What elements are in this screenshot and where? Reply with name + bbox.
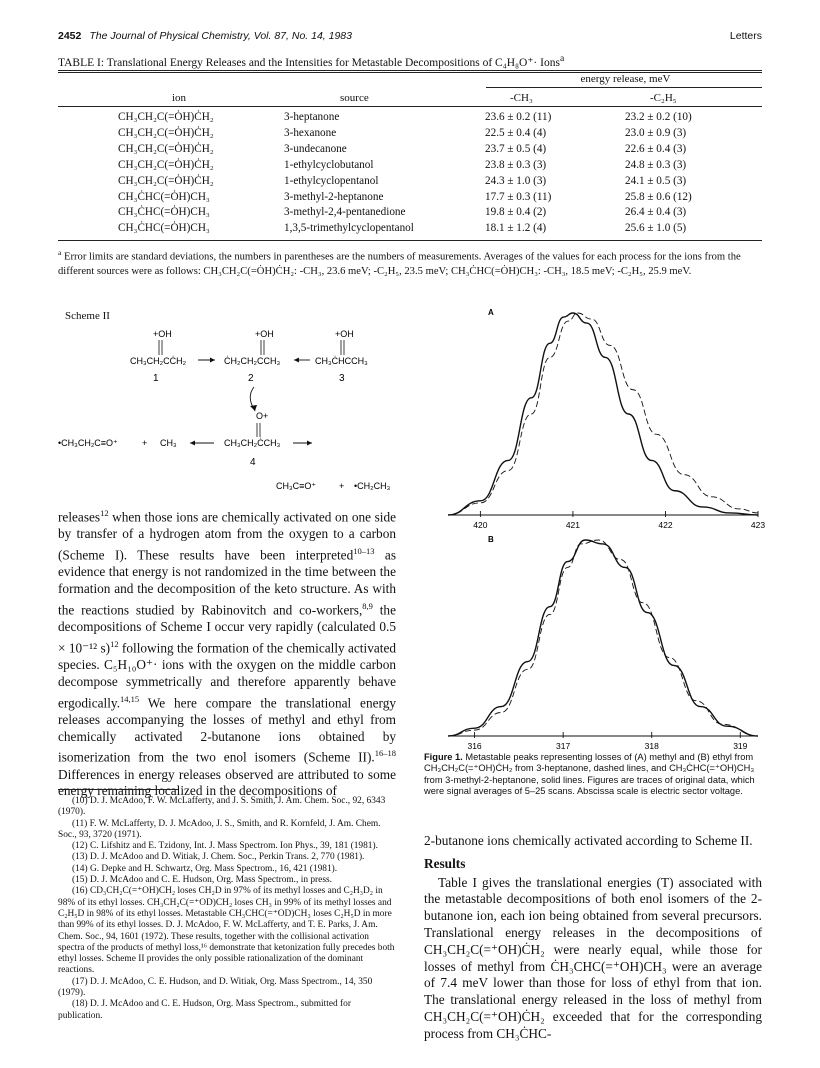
- col-header-ion: ion: [172, 92, 187, 104]
- citation: 10–13: [353, 546, 375, 557]
- table-cell-c2h5: 25.8 ± 0.6 (12): [625, 190, 692, 203]
- table-cell-ion: CH₃CH₂C(=ȮH)ĊH₂: [118, 111, 214, 123]
- series-line-solid: [448, 313, 758, 515]
- product-2: CH₃: [160, 438, 177, 448]
- text-run: releases: [58, 509, 101, 525]
- citation: 16–18: [374, 748, 396, 759]
- table-cell-source: 1,3,5-trimethylcyclopentanol: [284, 222, 414, 235]
- table-row: [58, 175, 762, 191]
- table-cell-ion: CH₃CH₂C(=ȮH)ĊH₂: [118, 126, 214, 139]
- table-row: [58, 143, 762, 159]
- table-cell-c2h5: 23.2 ± 0.2 (10): [625, 111, 692, 123]
- references-rule: [58, 789, 178, 790]
- x-tick-label: 422: [658, 520, 673, 530]
- table-cell-ion: CH₃CH₂C(=ȮH)ĊH₂: [118, 158, 214, 171]
- panel-b: [448, 535, 758, 751]
- arrow-3-head: [190, 441, 195, 446]
- table-cell-ion: CH₃ĊHC(=ȮH)CH₃: [118, 206, 210, 219]
- product-3: CH₃C≡O⁺: [276, 481, 317, 491]
- text-run: the decompositions of Scheme I occur very rapidly (calculated 0.5 × 10⁻¹² s): [58, 602, 396, 656]
- table-row: [58, 206, 762, 222]
- table-caption: [58, 53, 762, 69]
- table-cell-ch3: 23.6 ± 0.2 (11): [485, 111, 552, 123]
- reference-item: (18) D. J. McAdoo and C. E. Hudson, Org. Mass Spectrom., submitted for publication.: [58, 999, 351, 1021]
- series-line-dashed: [448, 540, 758, 736]
- molecule-4: CH₃CH₂ĊCH₃: [224, 438, 281, 448]
- o-plus-label: O+: [256, 411, 269, 421]
- table-cell-ion: CH₃ĊHC(=ȮH)CH₃: [118, 222, 210, 235]
- table-header-rule: [58, 106, 762, 107]
- table-cell-source: 3-methyl-2,4-pentanedione: [284, 206, 406, 219]
- molecule-2: ĊH₂CH₂CCH₃: [224, 356, 281, 366]
- reference-item: (12) C. Lifshitz and E. Tzidony, Int. J. Mass Spectrom. Ion Phys., 39, 181 (1981).: [72, 841, 378, 852]
- reference-item: (14) G. Depke and H. Schwartz, Org. Mass Spectrom., 16, 421 (1981).: [72, 863, 338, 874]
- scheme-bottom-row: [58, 411, 391, 491]
- panel-label: A: [488, 308, 494, 317]
- citation: 12: [110, 638, 119, 649]
- table-cell-ch3: 22.5 ± 0.4 (4): [485, 126, 547, 139]
- col-header-c2h5: -C₂H₅: [650, 92, 677, 104]
- arrow-2-head: [294, 358, 299, 363]
- text-run: as evidence that energy is not randomized in the time between the formation and the decomposition of the keto structure. As with the reactions studied by Rabinovitch and co-workers,: [58, 547, 396, 618]
- reference-item: (15) D. J. McAdoo and C. E. Hudson, Org. Mass Spectrom., in press.: [72, 875, 332, 886]
- table-cell-c2h5: 25.6 ± 1.0 (5): [625, 222, 687, 235]
- table-cell-source: 3-heptanone: [284, 111, 340, 123]
- citation: 12: [100, 508, 109, 518]
- figure-1: [440, 300, 766, 751]
- table-cell-ion: CH₃CH₂C(=ȮH)ĊH₂: [118, 142, 214, 155]
- table-row: [58, 222, 762, 238]
- molecule-1: CH₃CH₂CĊH₂: [130, 356, 187, 366]
- scheme-ii-diagram: [58, 325, 418, 503]
- scheme-title: Scheme II: [65, 310, 110, 322]
- table-cell-c2h5: 23.0 ± 0.9 (3): [625, 126, 687, 139]
- table-cell-source: 1-ethylcyclopentanol: [284, 174, 379, 187]
- table-cell-c2h5: 24.1 ± 0.5 (3): [625, 174, 687, 187]
- table-cell-ch3: 18.1 ± 1.2 (4): [485, 222, 547, 235]
- x-tick-label: 318: [644, 741, 659, 751]
- text-run: when those ions are chemically activated on one side by transfer of a hydrogen atom from the oxygen to a carbon (Scheme I). These results have been interpreted: [58, 509, 396, 563]
- table-row: [58, 127, 762, 143]
- references: [58, 796, 396, 1022]
- energy-group-header: energy release, meV: [580, 73, 671, 85]
- text-run: We here compare the translational energy releases accompanying the losses of methyl and ethyl from chemically activated 2-butanone ions obtained by isomerization from the two enol isomers (Scheme II).: [58, 695, 396, 765]
- reference-item: (10) D. J. McAdoo, F. W. McLafferty, and J. S. Smith, J. Am. Chem. Soc., 92, 6343 (1970).: [58, 796, 386, 818]
- x-tick-label: 423: [750, 520, 766, 530]
- text-run: Differences in energy releases observed are attributed to some energy remaining localized in the decompositions of: [58, 766, 396, 799]
- left-body-text: [58, 505, 396, 800]
- intro-paragraph: 2-butanone ions chemically activated according to Scheme II.: [424, 833, 753, 848]
- x-tick-label: 316: [467, 741, 482, 751]
- table-row: [58, 111, 762, 127]
- x-tick-label: 420: [473, 520, 488, 530]
- footnote-text: Error limits are standard deviations, the numbers in parentheses are the numbers of measurements. Averages of the values for each process for the ions from the different sources were as follows: CH₃CH₂C(=ȮH)ĊH₂: -CH₃, 23.6 meV; -C₂H₅, 23.5 meV; CH₃ĊHC(=ȮH)CH₃: -CH₃, 18.5 meV; -C₂H₅, 25.9 meV.: [58, 251, 741, 277]
- compound-label-1: 1: [153, 373, 159, 384]
- arrow-4-head: [307, 441, 312, 446]
- series-line-solid: [448, 540, 758, 736]
- table-cell-c2h5: 24.8 ± 0.3 (3): [625, 158, 687, 171]
- table-cell-source: 3-hexanone: [284, 126, 337, 139]
- scheme-top-row: [130, 329, 368, 384]
- table-row: [58, 191, 762, 207]
- x-tick-label: 421: [565, 520, 581, 530]
- journal-title: The Journal of Physical Chemistry, Vol. 87, No. 14, 1983: [89, 30, 352, 42]
- oh-label-1: +OH: [153, 329, 172, 339]
- panel-label: B: [488, 535, 494, 544]
- figure-label: Figure 1.: [424, 752, 463, 762]
- series-line-dashed: [448, 313, 758, 515]
- header-left: [58, 30, 352, 42]
- citation: 8,9: [362, 600, 373, 611]
- table-cell-ch3: 23.8 ± 0.3 (3): [485, 158, 547, 171]
- compound-label-3: 3: [339, 373, 345, 384]
- product-1: •CH₃CH₂C≡O⁺: [58, 438, 118, 448]
- col-header-ch3: -CH₃: [510, 92, 533, 104]
- table-footnote: [58, 246, 762, 279]
- table-cell-ch3: 24.3 ± 1.0 (3): [485, 174, 547, 187]
- molecule-3: CH₃ĊHCCH₃: [315, 356, 368, 366]
- right-body-text: [424, 833, 762, 1043]
- figure-caption: [424, 752, 762, 797]
- table-cell-ion: CH₃CH₂C(=ȮH)ĊH₂: [118, 174, 214, 187]
- section-name: Letters: [729, 30, 762, 42]
- running-header: [58, 30, 762, 46]
- table-cell-source: 3-undecanone: [284, 142, 347, 155]
- group-header-rule: [486, 87, 762, 88]
- panel-a: [448, 308, 765, 530]
- table-row: [58, 159, 762, 175]
- reference-item: (11) F. W. McLafferty, D. J. McAdoo, J. S., Smith, and R. Kornfeld, J. Am. Chem. Soc., 93, 3720 (1971).: [58, 818, 381, 840]
- compound-label-4: 4: [250, 457, 256, 468]
- col-header-source: source: [340, 92, 369, 104]
- results-paragraph: Table I gives the translational energies (T) associated with the metastable decompositions of both enol isomers of the 2-butanone ion, each ion being obtained from several precursors. Translational energy releases in the decompositions of CH₃CH₂C(=⁺OH)ĊH₂ were nearly equal, while those for losses of methyl from ĊH₃CHC(=⁺OH)CH₃ were an average of 7.4 meV lower than those for loss of ethyl from that ion. The translational energy released in the loss of methyl from CH₃CH₂C(=⁺OH)ĊH₂ exceeded that for the corresponding process from CH₃ĊHC-: [424, 874, 762, 1041]
- oh-label-3: +OH: [335, 329, 354, 339]
- plus-2: +: [339, 481, 345, 491]
- table-cell-ion: CH₃ĊHC(=ȮH)CH₃: [118, 190, 210, 203]
- x-tick-label: 319: [733, 741, 748, 751]
- table-rule-bottom: [58, 240, 762, 241]
- page-number: 2452: [58, 30, 82, 42]
- reference-item: (17) D. J. McAdoo, C. E. Hudson, and D. Witiak, Org. Mass Spectrom., 14, 350 (1979).: [58, 976, 373, 999]
- table-rule-top: [58, 70, 762, 71]
- plus-1: +: [142, 438, 148, 448]
- compound-label-2: 2: [248, 373, 254, 384]
- footnote-mark: a: [58, 248, 62, 257]
- table-cell-ch3: 17.7 ± 0.3 (11): [485, 190, 552, 203]
- reference-item: (13) D. J. McAdoo and D. Witiak, J. Chem. Soc., Perkin Trans. 2, 770 (1981).: [72, 852, 365, 863]
- figure-caption-text: Metastable peaks representing losses of (A) methyl and (B) ethyl from CH₃CH₂C(=⁺OH)ĊH₂ from 3-heptanone, dashed lines, and CH₃ĊHC(=⁺OH)CH₃ from 3-methyl-2-heptanone, solid lines. Figures are traces of original data, which were signal averages of 5–25 scans. Abscissa scale is electric sector voltage.: [424, 752, 755, 796]
- table-caption-sup: a: [559, 53, 565, 64]
- reference-item: (16) CD₃CH₂C(=⁺OH)CH₂ loses CH₂D in 97% of its methyl losses and C₂H₃D₂ in 98% of its ethyl losses. CH₃CH₂C(=⁺OD)CH₂ loses CH₃ in 99% of its methyl losses and C₂H₅D in 98% of its ethyl losses. Metastable CH₃CHC(=⁺OD)CH₃ loses C₂H₅D in more than 99% of its ethyl losses. D. J. McAdoo, F. W. McLafferty, and T. E. Parks, J. Am. Chem. Soc., 94, 1601 (1972). These results, together with the collisional activation spectra of the products of methyl loss,¹⁶ demonstrate that ketonization fully precedes both ethyl losses. Scheme II provides the only possible rationalization of the dominant reactions.: [58, 886, 395, 976]
- table-cell-ch3: 19.8 ± 0.4 (2): [485, 206, 547, 219]
- table-cell-c2h5: 26.4 ± 0.4 (3): [625, 206, 687, 219]
- text-run: following the formation of the chemically activated species. C₅H₁₀O⁺· ions with the oxygen on the middle carbon decompose symmetrically and therefore apparently behave ergodically.: [58, 640, 396, 711]
- x-tick-label: 317: [556, 741, 571, 751]
- table-cell-c2h5: 22.6 ± 0.4 (3): [625, 142, 687, 155]
- table-cell-source: 1-ethylcyclobutanol: [284, 158, 374, 171]
- product-4: •CH₂CH₃: [354, 481, 391, 491]
- results-heading: Results: [424, 855, 466, 871]
- table-cell-source: 3-methyl-2-heptanone: [284, 190, 384, 203]
- oh-label-2: +OH: [255, 329, 274, 339]
- table-cell-ch3: 23.7 ± 0.5 (4): [485, 142, 547, 155]
- arrow-1-head: [210, 358, 215, 363]
- table-caption-text: TABLE I: Translational Energy Releases and the Intensities for Metastable Decompositions of C₄H₈O⁺· Ions: [58, 56, 560, 69]
- citation: 14,15: [120, 693, 140, 704]
